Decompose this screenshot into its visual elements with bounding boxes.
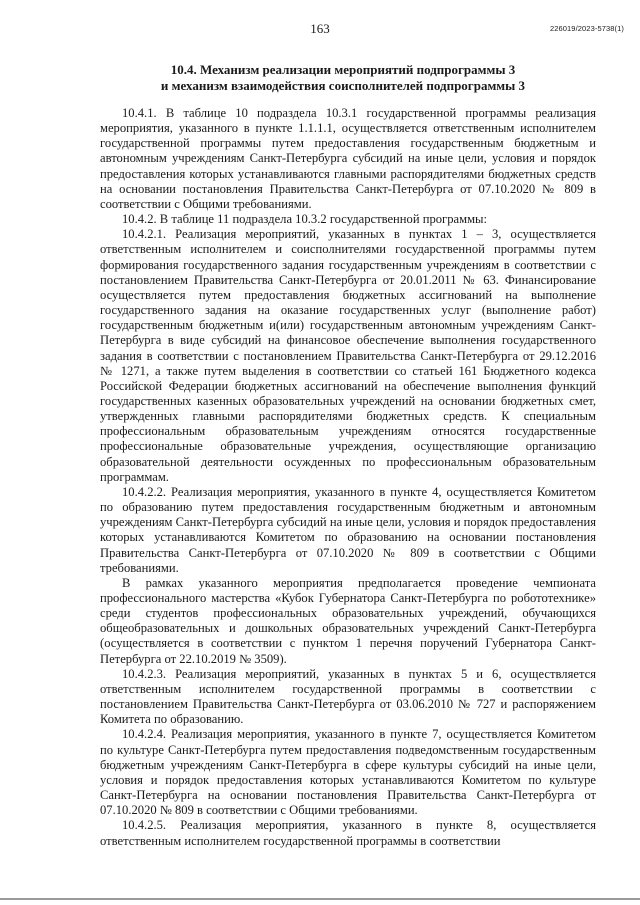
paragraph-10-4-2-4: 10.4.2.4. Реализация мероприятия, указанного в пункте 7, осуществляется Комитетом по культуре Санкт-Петербурга путем предоставления подведомственным государственным бюджетным учреждениям Санкт-Петербурга в сфере культуры субсидий на иные цели, условия и порядок предоставления которых устанавливаются Комитетом по культуре Санкт-Петербурга на основании постановления Правительства Санкт-Петербурга от 07.10.2020 № 809 в соответствии с Общими требованиями. [100,727,596,818]
paragraph-championship: В рамках указанного мероприятия предполагается проведение чемпионата профессионального мастерства «Кубок Губернатора Санкт-Петербурга по робототехнике» среди студентов профессиональных образовательных учреждений, обучающихся общеобразовательных и дошкольных образовательных учреждений Санкт-Петербурга (осуществляется в соответствии с пунктом 1 перечня поручений Губернатора Санкт-Петербурга от 22.10.2019 № 3509). [100,575,596,666]
paragraph-10-4-2-5: 10.4.2.5. Реализация мероприятия, указанного в пункте 8, осуществляется ответственным исполнителем государственной программы в соответствии [100,818,596,848]
section-heading-line-1: 10.4. Механизм реализации мероприятий подпрограммы 3 [170,62,516,77]
paragraph-10-4-1: 10.4.1. В таблице 10 подраздела 10.3.1 государственной программы реализация мероприятия, указанного в пункте 1.1.1.1, осуществляется ответственным исполнителем государственной программы путем предоставления государственным бюджетным и автономным учреждениям Санкт-Петербурга субсидий на иные цели, условия и порядок предоставления которых устанавливаются главными распорядителями бюджетных средств на основании постановления Правительства Санкт-Петербурга от 07.10.2020 № 809 в соответствии с Общими требованиями. [100,106,596,211]
body-text [100,106,596,849]
paragraph-10-4-2: 10.4.2. В таблице 11 подраздела 10.3.2 государственной программы: [122,212,488,227]
section-heading-line-2: и механизм взаимодействия соисполнителей подпрограммы 3 [160,78,526,93]
paragraph-10-4-2-2: 10.4.2.2. Реализация мероприятия, указанного в пункте 4, осуществляется Комитетом по образованию путем предоставления государственным бюджетным и автономным учреждениям Санкт-Петербурга субсидий на иные цели, условия и порядок предоставления которых устанавливаются Комитетом по образованию на основании постановления Правительства Санкт-Петербурга от 07.10.2020 № 809 в соответствии с Общими требованиями. [100,484,596,575]
paragraph-10-4-2-3: 10.4.2.3. Реализация мероприятий, указанных в пунктах 5 и 6, осуществляется ответственным исполнителем государственной программы в соответствии с постановлением Правительства Санкт-Петербурга от 03.06.2010 № 727 и распоряжением Комитета по образованию. [100,666,596,727]
document-id: 226019/2023-5738(1) [549,24,624,33]
paragraph-10-4-2-1: 10.4.2.1. Реализация мероприятий, указанных в пунктах 1 – 3, осуществляется ответственным исполнителем и соисполнителями государственной программы путем формирования государственного задания государственным учреждениям в соответствии с постановлением Правительства Санкт-Петербурга от 20.01.2011 № 63. Финансирование осуществляется путем предоставления бюджетных ассигнований на выполнение государственного задания на оказание государственных услуг (выполнение работ) государственным бюджетным и(или) государственным автономным учреждениям Санкт-Петербурга в виде субсидий на финансовое обеспечение выполнения государственного задания в соответствии с постановлением Правительства Санкт-Петербурга от 29.12.2016 № 1271, а также путем выделения в соответствии со статьей 161 Бюджетного кодекса Российской Федерации бюджетных ассигнований на обеспечение выполнения функций государственных казенных образовательных учреждений на основании бюджетных смет, утвержденных главными распорядителями бюджетных средств. К специальным профессиональным образовательным учреждениям относятся государственные профессиональные образовательные учреждения, осуществляющие организацию образовательной деятельности осужденных по профессиональным образовательным программам. [100,227,596,484]
bottom-scan-edge [0,898,640,900]
page-number: 163 [310,21,330,36]
section-heading [100,62,586,94]
